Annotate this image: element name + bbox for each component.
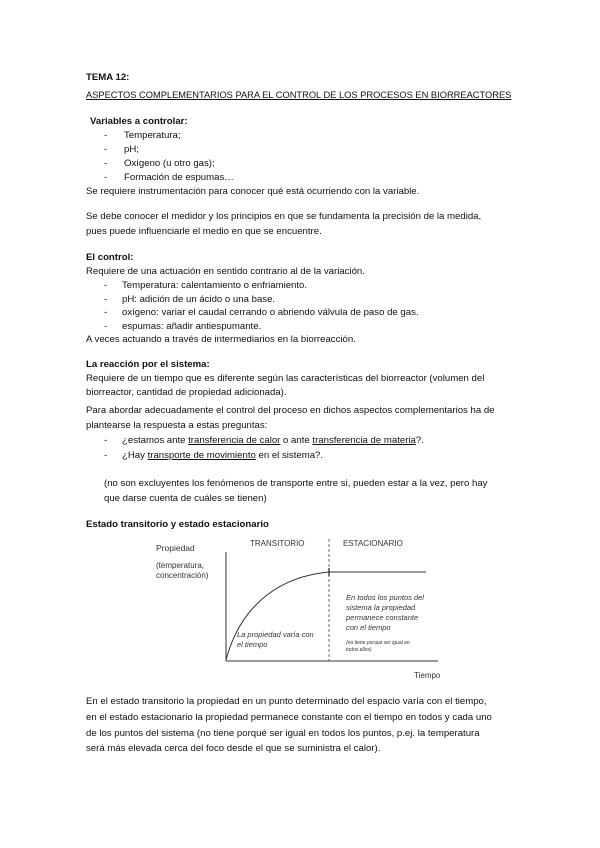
tema-title	[86, 71, 129, 84]
reaccion-line: Para abordar adecuadamente el control del proceso en dichos aspectos complementarios ha de	[86, 405, 495, 416]
bullet-dash: -	[104, 158, 108, 169]
bullet-dash: -	[104, 321, 108, 332]
est-small-note: todos ellos)	[346, 647, 372, 653]
question-1	[122, 434, 424, 447]
bullet-dash: -	[104, 144, 108, 155]
tema-label: TEMA 12	[86, 72, 127, 83]
trans-note: el tiempo	[237, 640, 268, 649]
document-subtitle: ASPECTOS COMPLEMENTARIOS PARA EL CONTROL DE LOS PROCESOS EN BIORREACTORES	[86, 90, 512, 100]
final-line: En el estado transitorio la propiedad en un punto determinado del espacio varía con el tiempo,	[86, 696, 487, 707]
final-line: será más elevada cerca del foco desde el que se suministra el calor).	[86, 743, 381, 754]
control-note: A veces actuando a través de intermediarios en la biorreacción.	[86, 334, 356, 345]
estado-heading: Estado transitorio y estado estacionario	[86, 519, 269, 530]
figure-ylabel: Propiedad	[156, 543, 195, 553]
bullet-dash: -	[104, 294, 108, 305]
final-line: en el estado estacionario la propiedad permanece constante con el tiempo en todos y cada uno	[86, 712, 492, 723]
estado-diagram	[150, 534, 450, 684]
figure-ylabel-sub: (temperatura,	[156, 561, 205, 570]
q2-term-movimiento: transporte de movimiento	[147, 450, 256, 461]
figure-xlabel: Tiempo	[414, 671, 441, 680]
bullet-dash: -	[104, 450, 108, 461]
reaccion-line: biorreactor, cantidad de propiedad adicionada).	[86, 387, 287, 398]
q2-pre: ¿Hay	[122, 450, 148, 461]
control-heading: El control:	[86, 252, 134, 263]
q1-mid: o ante	[280, 435, 313, 446]
figure-label-transitorio: TRANSITORIO	[250, 539, 305, 548]
control-intro: Requiere de una actuación en sentido contrario al de la variación.	[86, 266, 365, 277]
trans-note: La propiedad varía con	[237, 630, 314, 639]
est-note: permanece constante	[346, 613, 419, 622]
medidor-line: pues puede influenciarle el medio en que se encuentre.	[86, 226, 322, 237]
q1-term-materia: transferencia de materia	[312, 435, 416, 446]
q1-term-calor: transferencia de calor	[188, 435, 281, 446]
bullet-dash: -	[104, 172, 108, 183]
bullet-dash: -	[104, 280, 108, 291]
variables-note: Se requiere instrumentación para conocer qué está ocurriendo con la variable.	[86, 186, 420, 197]
control-item: pH: adición de un ácido o una base.	[122, 294, 276, 305]
variables-heading: Variables a controlar:	[90, 116, 188, 127]
bullet-dash: -	[104, 435, 108, 446]
question-2	[122, 449, 323, 462]
est-small-note: (no tiene porqué ser igual en	[346, 640, 410, 646]
figure-label-estacionario: ESTACIONARIO	[343, 539, 403, 548]
est-note: con el tiempo	[346, 623, 391, 632]
variable-item: Formación de espumas…	[124, 172, 234, 183]
q1-post: ?.	[415, 435, 424, 446]
variable-item: Temperatura;	[124, 130, 181, 141]
variable-item: Oxígeno (u otro gas);	[124, 158, 215, 169]
medidor-line: Se debe conocer el medidor y los principios en que se fundamenta la precisión de la medida,	[86, 211, 482, 222]
reaccion-paren: (no son excluyentes los fenómenos de transporte entre si, pueden estar a la vez, pero hay	[104, 478, 488, 489]
reaccion-paren: que darse cuenta de cuáles se tienen)	[104, 493, 267, 504]
bullet-dash: -	[104, 130, 108, 141]
final-line: de los puntos del sistema (no tiene porqué ser igual en todos los puntos, p.ej. la temperatura	[86, 728, 480, 739]
reaccion-line: plantearse la respuesta a estas preguntas:	[86, 420, 268, 431]
tema-colon: :	[126, 72, 130, 83]
est-note: En todos los puntos del	[346, 593, 424, 602]
reaccion-heading: La reacción por el sistema:	[86, 359, 210, 370]
reaccion-line: Requiere de un tiempo que es diferente según las características del biorreactor (volumen del	[86, 373, 485, 384]
q1-pre: ¿estamos ante	[122, 435, 189, 446]
q2-post: en el sistema?.	[255, 450, 324, 461]
variable-item: pH;	[124, 144, 139, 155]
control-item: espumas: añadir antiespumante.	[122, 321, 262, 332]
control-item: Temperatura: calentamiento o enfriamiento.	[122, 280, 308, 291]
bullet-dash: -	[104, 307, 108, 318]
est-note: sistema la propiedad	[346, 603, 416, 612]
figure-ylabel-sub: concentración)	[156, 571, 209, 580]
control-item: oxígeno: variar el caudal cerrando o abriendo válvula de paso de gas.	[122, 307, 419, 318]
